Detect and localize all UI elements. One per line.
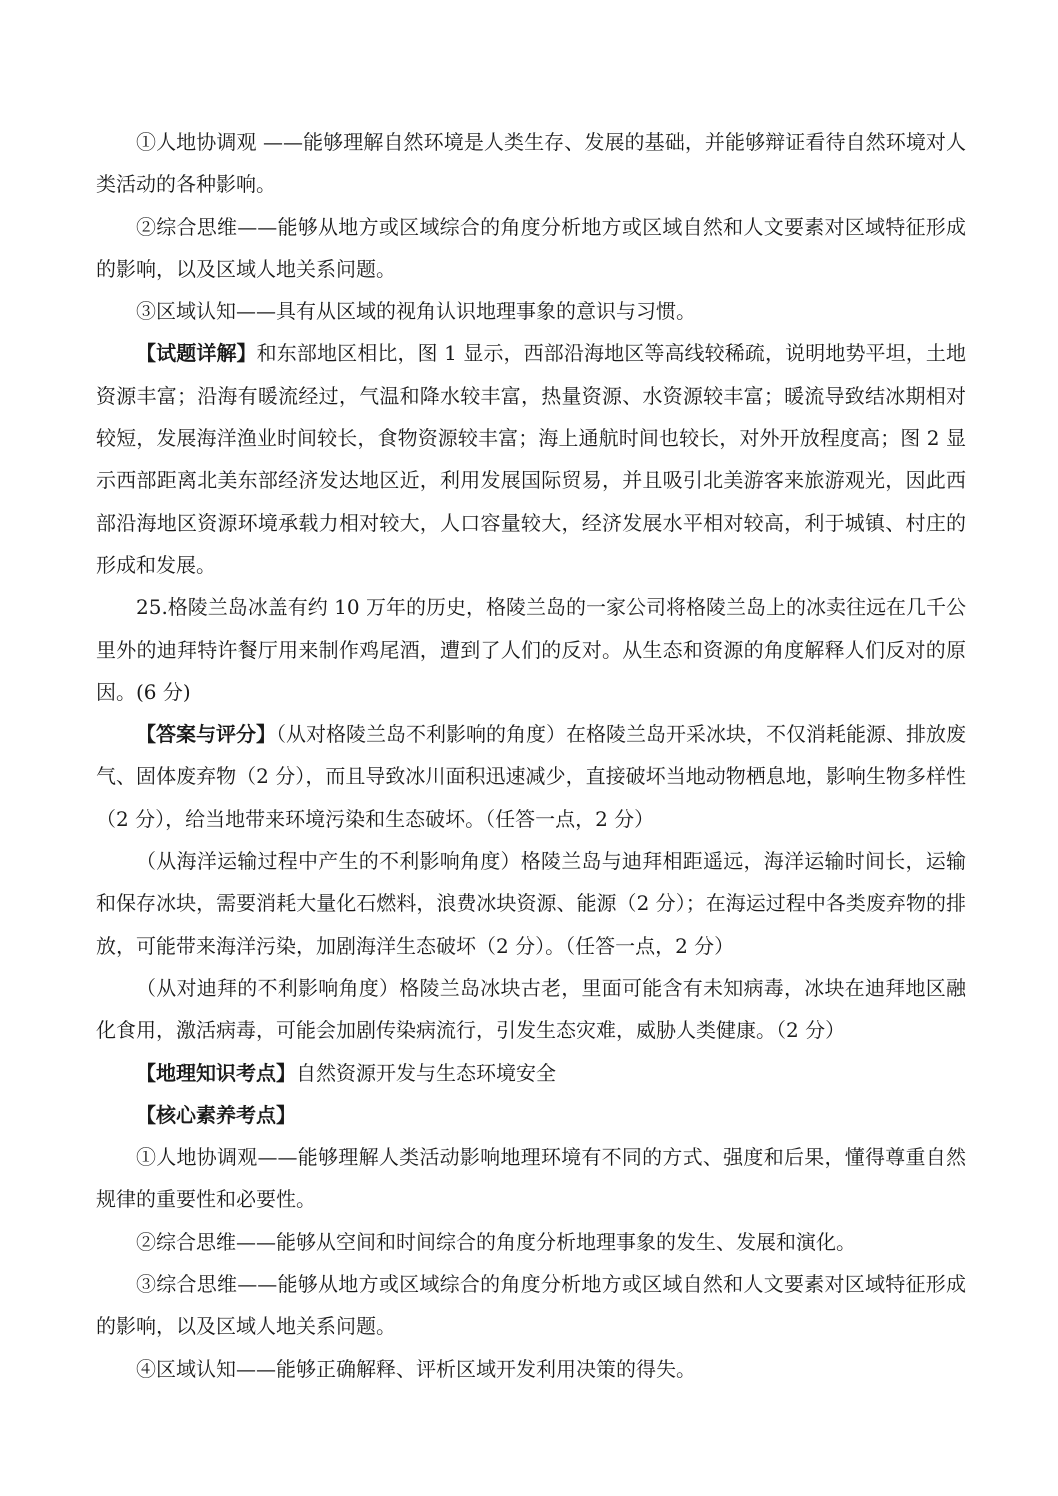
paragraph-answer-scoring: 【答案与评分】（从对格陵兰岛不利影响的角度）在格陵兰岛开采冰块，不仅消耗能源、排放废气、固体废弃物（2 分），而且导致冰川面积迅速减少，直接破坏当地动物栖息地，影响生物多样性（2 分），给当地带来环境污染和生态破坏。（任答一点，2 分） (96, 722, 966, 831)
section-label: 【答案与评分】 (136, 722, 276, 747)
paragraph-human-earth-coordination-1: ①人地协调观 ——能够理解自然环境是人类生存、发展的基础，并能够辩证看待自然环境对人类活动的各种影响。 (96, 130, 966, 197)
paragraph-answer-shipping: （从海洋运输过程中产生的不利影响角度）格陵兰岛与迪拜相距遥远，海洋运输时间长，运输和保存冰块，需要消耗大量化石燃料，浪费冰块资源、能源（2 分）；在海运过程中各类废弃物的排放，可能带来海洋污染，加剧海洋生态破坏（2 分）。（任答一点，2 分） (96, 849, 966, 958)
paragraph-integrated-thinking-3: ③综合思维——能够从地方或区域综合的角度分析地方或区域自然和人文要素对区域特征形成的影响，以及区域人地关系问题。 (96, 1272, 966, 1339)
paragraph-answer-dubai: （从对迪拜的不利影响角度）格陵兰岛冰块古老，里面可能含有未知病毒，冰块在迪拜地区融化食用，激活病毒，可能会加剧传染病流行，引发生态灾难，威胁人类健康。（2 分） (96, 975, 966, 1043)
paragraph-regional-cognition-2: ④区域认知——能够正确解释、评析区域开发利用决策的得失。 (136, 1356, 696, 1381)
section-label: 【核心素养考点】 (136, 1102, 296, 1127)
section-label: 【试题详解】 (136, 341, 257, 366)
section-label: 【地理知识考点】 (136, 1060, 296, 1085)
paragraph-human-earth-coordination-2: ①人地协调观——能够理解人类活动影响地理环境有不同的方式、强度和后果，懂得尊重自然规律的重要性和必要性。 (96, 1145, 966, 1212)
paragraph-regional-cognition-1: ③区域认知——具有从区域的视角认识地理事象的意识与习惯。 (136, 299, 696, 324)
document-body (96, 121, 966, 1390)
paragraph-detailed-explanation: 【试题详解】和东部地区相比，图 1 显示，西部沿海地区等高线较稀疏，说明地势平坦，土地资源丰富；沿海有暖流经过，气温和降水较丰富，热量资源、水资源较丰富；暖流导致结冰期相对较短，发展海洋渔业时间较长，食物资源较丰富；海上通航时间也较长，对外开放程度高；图 2 显示西部距离北美东部经济发达地区近，利用发展国际贸易，并且吸引北美游客来旅游观光，因此西部沿海地区资源环境承载力相对较大，人口容量较大，经济发展水平相对较高，利于城镇、村庄的形成和发展。 (96, 341, 966, 577)
paragraph-core-literacy (96, 1094, 966, 1136)
paragraph-knowledge-point: 【地理知识考点】自然资源开发与生态环境安全 (136, 1060, 556, 1085)
question-25: 25.格陵兰岛冰盖有约 10 万年的历史，格陵兰岛的一家公司将格陵兰岛上的冰卖往远在几千公里外的迪拜特许餐厅用来制作鸡尾酒，遭到了人们的反对。从生态和资源的角度解释人们反对的原因。(6 分) (96, 595, 966, 704)
paragraph-integrated-thinking-2: ②综合思维——能够从空间和时间综合的角度分析地理事象的发生、发展和演化。 (136, 1229, 856, 1254)
paragraph-integrated-thinking-1: ②综合思维——能够从地方或区域综合的角度分析地方或区域自然和人文要素对区域特征形成的影响，以及区域人地关系问题。 (96, 214, 966, 281)
